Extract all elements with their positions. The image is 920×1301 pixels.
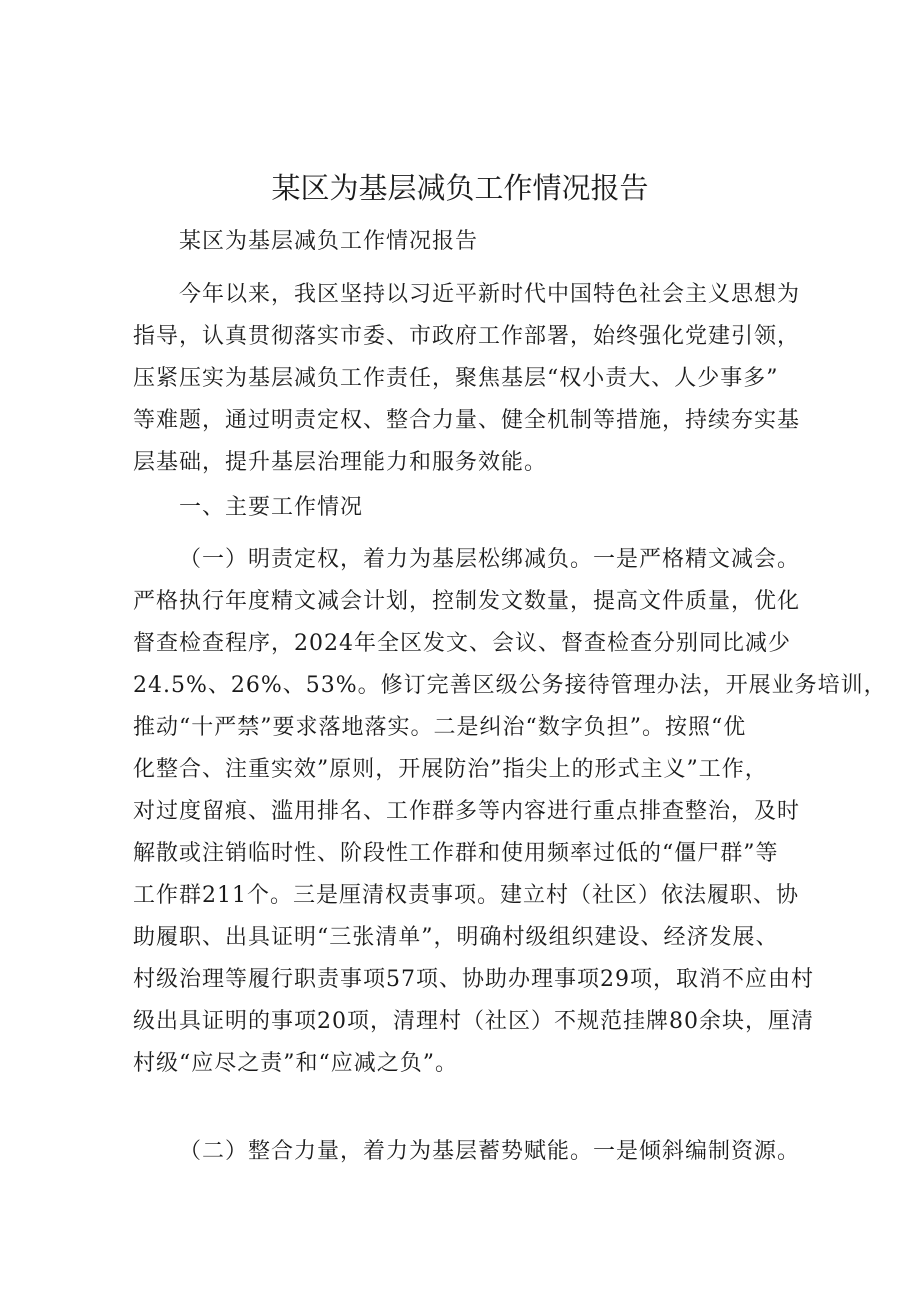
section-1-line: 工作群211个。三是厘清权责事项。建立村（社区）依法履职、协 [133, 883, 799, 908]
intro-line: 压紧压实为基层减负工作责任，聚焦基层“权小责大、人少事多” [133, 366, 779, 391]
section-1-line: 级出具证明的事项20项，清理村（社区）不规范挂牌80余块，厘清 [133, 1009, 814, 1034]
document-title: 某区为基层减负工作情况报告 [271, 171, 649, 205]
section-1-paragraph [133, 539, 887, 1085]
section-1-line: 村级“应尽之责”和“应减之负”。 [133, 1051, 458, 1076]
intro-line: 指导，认真贯彻落实市委、市政府工作部署，始终强化党建引领， [133, 324, 801, 349]
section-heading-main-work: 一、主要工作情况 [179, 495, 364, 520]
section-1-line: 严格执行年度精文减会计划，控制发文数量，提高文件质量，优化 [133, 589, 801, 614]
section-1-line: 督查检查程序，2024年全区发文、会议、督查检查分别同比减少 [133, 631, 791, 656]
section-1-line: 对过度留痕、滥用排名、工作群多等内容进行重点排查整治，及时 [133, 799, 801, 824]
section-1-line: （一）明责定权，着力为基层松绑减负。一是严格精文减会。 [179, 547, 801, 572]
intro-line: 今年以来，我区坚持以习近平新时代中国特色社会主义思想为 [179, 282, 801, 307]
intro-paragraph [133, 274, 813, 484]
intro-line: 层基础，提升基层治理能力和服务效能。 [133, 450, 548, 475]
section-1-line: 助履职、出具证明“三张清单”，明确村级组织建设、经济发展、 [133, 925, 779, 950]
section-1-line: 推动“十严禁”要求落地落实。二是纠治“数字负担”。按照“优 [133, 715, 747, 740]
section-1-line: 24.5%、26%、53%。修订完善区级公务接待管理办法，开展业务培训， [133, 673, 887, 698]
intro-line: 等难题，通过明责定权、整合力量、健全机制等措施，持续夯实基 [133, 408, 801, 433]
section-1-line: 解散或注销临时性、阶段性工作群和使用频率过低的“僵尸群”等 [133, 841, 779, 866]
section-2-paragraph: （二）整合力量，着力为基层蓄势赋能。一是倾斜编制资源。 [179, 1139, 801, 1164]
section-1-line: 化整合、注重实效”原则，开展防治”指尖上的形式主义”工作， [133, 757, 768, 782]
section-1-line: 村级治理等履行职责事项57项、协助办理事项29项，取消不应由村 [133, 967, 814, 992]
document-subtitle: 某区为基层减负工作情况报告 [179, 229, 479, 254]
